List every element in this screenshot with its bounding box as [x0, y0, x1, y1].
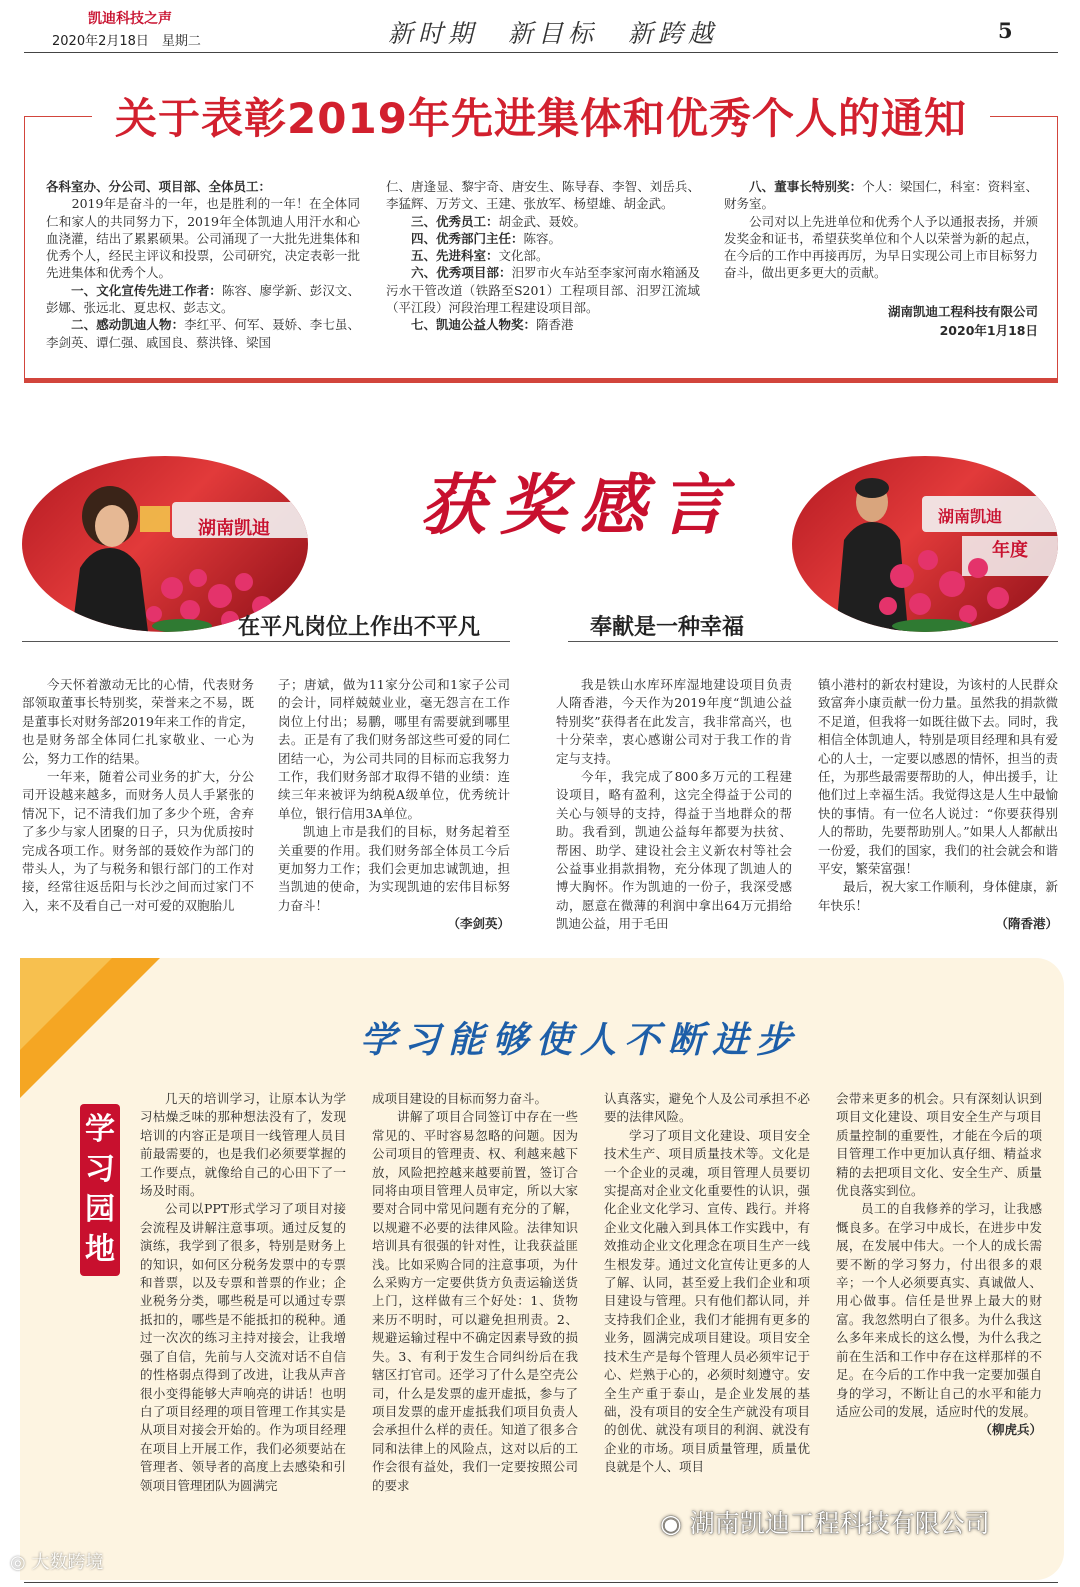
notice-sign-date: 2020年1月18日 [939, 322, 1038, 338]
notice-box-corner-left [24, 116, 92, 117]
study-column-4: 会带来更多的机会。只有深刻认识到项目文化建设、项目安全生产与项目质量控制的重要性，才能在今后的项目管理工作中更加认真仔细、精益求精的去把项目文化、安全生产、质量优良落实到位。 员工的自我修养的学习，让我感慨良多。在学习中成长，在进步中发展，在发展中伟大。一个人的成长需要不断的学习努力，付出很多的艰辛；一个人必须要真实、真诚做人、用心做事。信任是世界上最大的财富。我忽然明白了很多。为什么我这么多年来成长的这么慢，为什么我之前在生活和工作中存在这样那样的不足。在今后的工作中我一定要加强自身的学习，不断让自己的水平和能力适应公司的发展，适应时代的发展。 （柳虎兵） [836, 1090, 1042, 1440]
notice-column-3 [724, 178, 1038, 340]
notice-bottom-bar [24, 378, 1058, 383]
right-speech-column-1: 我是铁山水库环库湿地建设项目负责人隋香港，今天作为2019年度“凯迪公益特别奖”获得者在此发言，我非常高兴，也十分荣幸，衷心感谢公司对于我工作的肯定与支持。 今年，我完成了800多万元的工程建设项目，略有盈利，这完全得益于公司的关心与领导的支持，得益于当地群众的帮助。我看到，凯迪公益每年都要为扶贫、帮困、助学、建设社会主义新农村等社会公益事业捐款捐物，充分体现了凯迪人的博大胸怀。作为凯迪的一份子，我深受感动，愿意在微薄的利润中拿出64万元捐给凯迪公益，用于毛田 [556, 677, 792, 932]
page-slogan: 新时期 新目标 新跨越 [388, 19, 719, 48]
watermark-right: ◉ 湖南凯迪工程科技有限公司 [660, 1509, 990, 1538]
left-speech-column-1: 今天怀着激动无比的心情，代表财务部领取董事长特别奖，荣誉来之不易，既是董事长对财务部2019年来工作的肯定，也是财务部全体同仁扎家敬业、一心为公，努力工作的结果。 一年来，随着公司业务的扩大，分公司开设越来越多，而财务人员人手紧张的情况下，记不清我们加了多少个班，舍弃了多少与家人团聚的日子，只为优质按时完成各项工作。财务部的聂姣作为部门的带头人，为了与税务和银行部门的工作对接，经常往返岳阳与长沙之间而过家门不入，来不及看自己一对可爱的双胞胎儿 [22, 677, 254, 913]
notice-column-2 [386, 178, 700, 334]
right-speech-column-2: 镇小港村的新农村建设，为该村的人民群众致富奔小康贡献一份力量。虽然我的捐款微不足道，但我将一如既往做下去。同时，我相信全体凯迪人，特别是项目经理和具有爱心的人士，一定要以感恩的情怀，担当的责任，为那些最需要帮助的人，伸出援手，让他们过上幸福生活。我觉得这是人生中最愉快的事情。有一位名人说过：“你要获得别人的帮助，先要帮助别人。”如果人人都献出一份爱，我们的国家，我们的社会就会和谐平安，繁荣富强！ 最后，祝大家工作顺利，身体健康，新年快乐！ （隋香港） [818, 676, 1058, 934]
study-corner-label: 学习园地 [80, 1104, 120, 1276]
left-speech-byline: （李剑英） [447, 916, 510, 932]
photo-left-banner: 湖南凯迪 [198, 518, 270, 539]
notice-item-2-continued: 仁、唐逢显、黎宇奇、唐安生、陈导春、李智、刘岳兵、李猛辉、万芳文、王建、张放军、杨望雄、胡金武。 [386, 179, 700, 212]
watermark-logo-icon: ◎ [10, 1552, 26, 1573]
study-column-2: 成项目建设的目标而努力奋斗。 讲解了项目合同签订中存在一些常见的、平时容易忽略的问题。因为公司项目的管理责、权、利越来越下放，风险把控越来越要前置，签订合同将由项目管理人员审定，所以大家要对合同中常见问题有充分的了解，以规避不必要的法律风险。法律知识培训具有很强的针对性，让我获益匪浅。比如采购合同的注意事项，为什么采购方一定要供货方负责运输送货上门，这样做有三个好处：1、货物来历不明时，可以避免担刑责。2、规避运输过程中不确定因素导致的损失。3、有利于发生合同纠纷后在我辖区打官司。还学习了什么是空壳公司，什么是发票的虚开虚抵，参与了项目发票的虚开虚抵我们项目负责人会承担什么样的责任。知道了很多合同和法律上的风险点，这对以后的工作会很有益处，我们一定要按照公司的要求 [372, 1091, 578, 1493]
notice-company: 湖南凯迪工程科技有限公司 [887, 303, 1038, 319]
photo-right-banner: 湖南凯迪 [938, 507, 1003, 526]
newspaper-name: 凯迪科技之声 [88, 11, 172, 27]
notice-item-6: 六、优秀项目部：汨罗市火车站至李家河南水箱涵及污水干管改道（铁路至S201）工程项目部、汨罗江流域（平江段）河段治理工程建设项目部。 [386, 265, 700, 316]
notice-title: 关于表彰2019年先进集体和优秀个人的通知 [115, 94, 967, 143]
notice-box-corner-right [990, 116, 1058, 117]
left-speech-rule [22, 641, 510, 642]
issue-date: 2020年2月18日 星期二 [52, 34, 201, 49]
left-speech-column-2: 子；唐斌，做为11家分公司和1家子公司的会计，同样兢兢业业，毫无怨言在工作岗位上付出；易鹏，哪里有需要就到哪里去。正是有了我们财务部这些可爱的同仁团结一心，为公司共同的目标而忘我努力工作，我们财务部才取得不错的业绩：连续三年来被评为纳税A级单位，优秀统计单位，银行信用3A单位。 凯迪上市是我们的目标，财务起着至关重要的作用。我们财务部全体员工今后更加努力工作；我们会更加忠诚凯迪，担当凯迪的使命，为实现凯迪的宏伟目标努力奋斗！ （李剑英） [278, 676, 510, 934]
study-column-1: 几天的培训学习，让原本认为学习枯燥乏味的那种想法没有了，发现培训的内容正是项目一线管理人员目前最需要的，也是我们必须要掌握的工作要点，就像给自己的心田下了一场及时雨。 公司以PPT形式学习了项目对接会流程及讲解注意事项。通过反复的演练，我学到了很多，特别是财务上的知识，如何区分税务发票中的专票和普票，以及专票和普票的作业；企业税务分类，哪些税是可以通过专票抵扣的，哪些是不能抵扣的税种。通过一次次的练习主持对接会，让我增强了自信，先前与人交流对话不自信的性格弱点得到了改进，让我从声音很小变得能够大声响亮的讲话！也明白了项目经理的项目管理工作其实是从项目对接会开始的。作为项目经理在项目上开展工作，我们必须要站在管理者、领导者的高度上去感染和引领项目管理团队为圆满完 [140, 1091, 346, 1493]
header-rule [24, 52, 1058, 53]
notice-column-1 [46, 178, 360, 351]
study-section-title: 学习能够使人不断进步 [359, 1019, 800, 1061]
wechat-icon: ◉ [660, 1509, 682, 1538]
notice-item-1: 一、文化宣传先进工作者：陈容、廖学新、彭汉文、彭娜、张远北、夏忠权、彭志文。 [46, 282, 360, 316]
notice-intro: 2019年是奋斗的一年，也是胜利的一年！在全体同仁和家人的共同努力下，2019年全体凯迪人用汗水和心血浇灌，结出了累累硕果。公司涌现了一大批先进集体和优秀个人，经民主评议和投票，公司研究，决定表彰一批先进集体和优秀个人。 [46, 196, 360, 281]
study-byline: （柳虎兵） [979, 1422, 1042, 1438]
right-speech-byline: （隋香港） [995, 916, 1058, 932]
notice-item-4: 四、优秀部门主任：陈容。 [386, 230, 562, 246]
right-speech-rule [568, 641, 1058, 642]
photo-right-banner-2: 年度 [992, 540, 1028, 561]
study-column-3: 认真落实，避免个人及公司承担不必要的法律风险。 学习了项目文化建设、项目安全技术生产、项目质量技术等。文化是一个企业的灵魂，项目管理人员要切实提高对企业文化重要性的认识，强化企业文化学习、宣传、践行。并将企业文化融入到具体工作实践中，有效推动企业文化理念在项目生产一线生根发芽。通过文化宣传让更多的人了解、认同，甚至爱上我们企业和项目建设与管理。只有他们都认同，并支持我们企业，我们才能拥有更多的业务，圆满完成项目建设。项目安全技术生产是每个管理人员必须牢记于心、烂熟于心的，必须时刻遵守。安全生产重于泰山，是企业发展的基础，没有项目的安全生产就没有项目的创优、就没有项目的利润、就没有企业的市场。项目质量管理，质量优良就是个人、项目 [604, 1091, 810, 1475]
study-corner-triangle [20, 958, 160, 1098]
page-number: 5 [998, 18, 1013, 43]
footer-rule [24, 1582, 1058, 1583]
photo-award-speaker-left [22, 456, 308, 632]
left-speech-title: 在平凡岗位上作出不平凡 [238, 614, 481, 640]
notice-item-5: 五、先进科室：文化部。 [386, 248, 549, 264]
notice-item-8: 八、董事长特别奖：个人：梁国仁，科室：资料室、财务室。 [724, 179, 1038, 212]
notice-item-2: 二、感动凯迪人物：李红平、何军、聂娇、李七虽、李剑英、谭仁强、戚国良、蔡洪锋、梁国 [46, 317, 360, 350]
right-speech-title: 奉献是一种幸福 [590, 614, 745, 640]
notice-salutation: 各科室办、分公司、项目部、全体员工： [46, 179, 272, 194]
awards-section-title: 获奖感言 [420, 466, 740, 544]
notice-item-3: 三、优秀员工：胡金武、聂姣。 [386, 213, 587, 229]
notice-closing: 公司对以上先进单位和优秀个人予以通报表扬，并颁发奖金和证书，希望获奖单位和个人以荣誉为新的起点，在今后的工作中再接再厉，为早日实现公司上市目标努力奋斗，做出更多更大的贡献。 [724, 213, 1038, 281]
watermark-left: ◎ 大数跨境 [10, 1552, 104, 1573]
notice-item-7: 七、凯迪公益人物奖：隋香港 [386, 317, 574, 333]
